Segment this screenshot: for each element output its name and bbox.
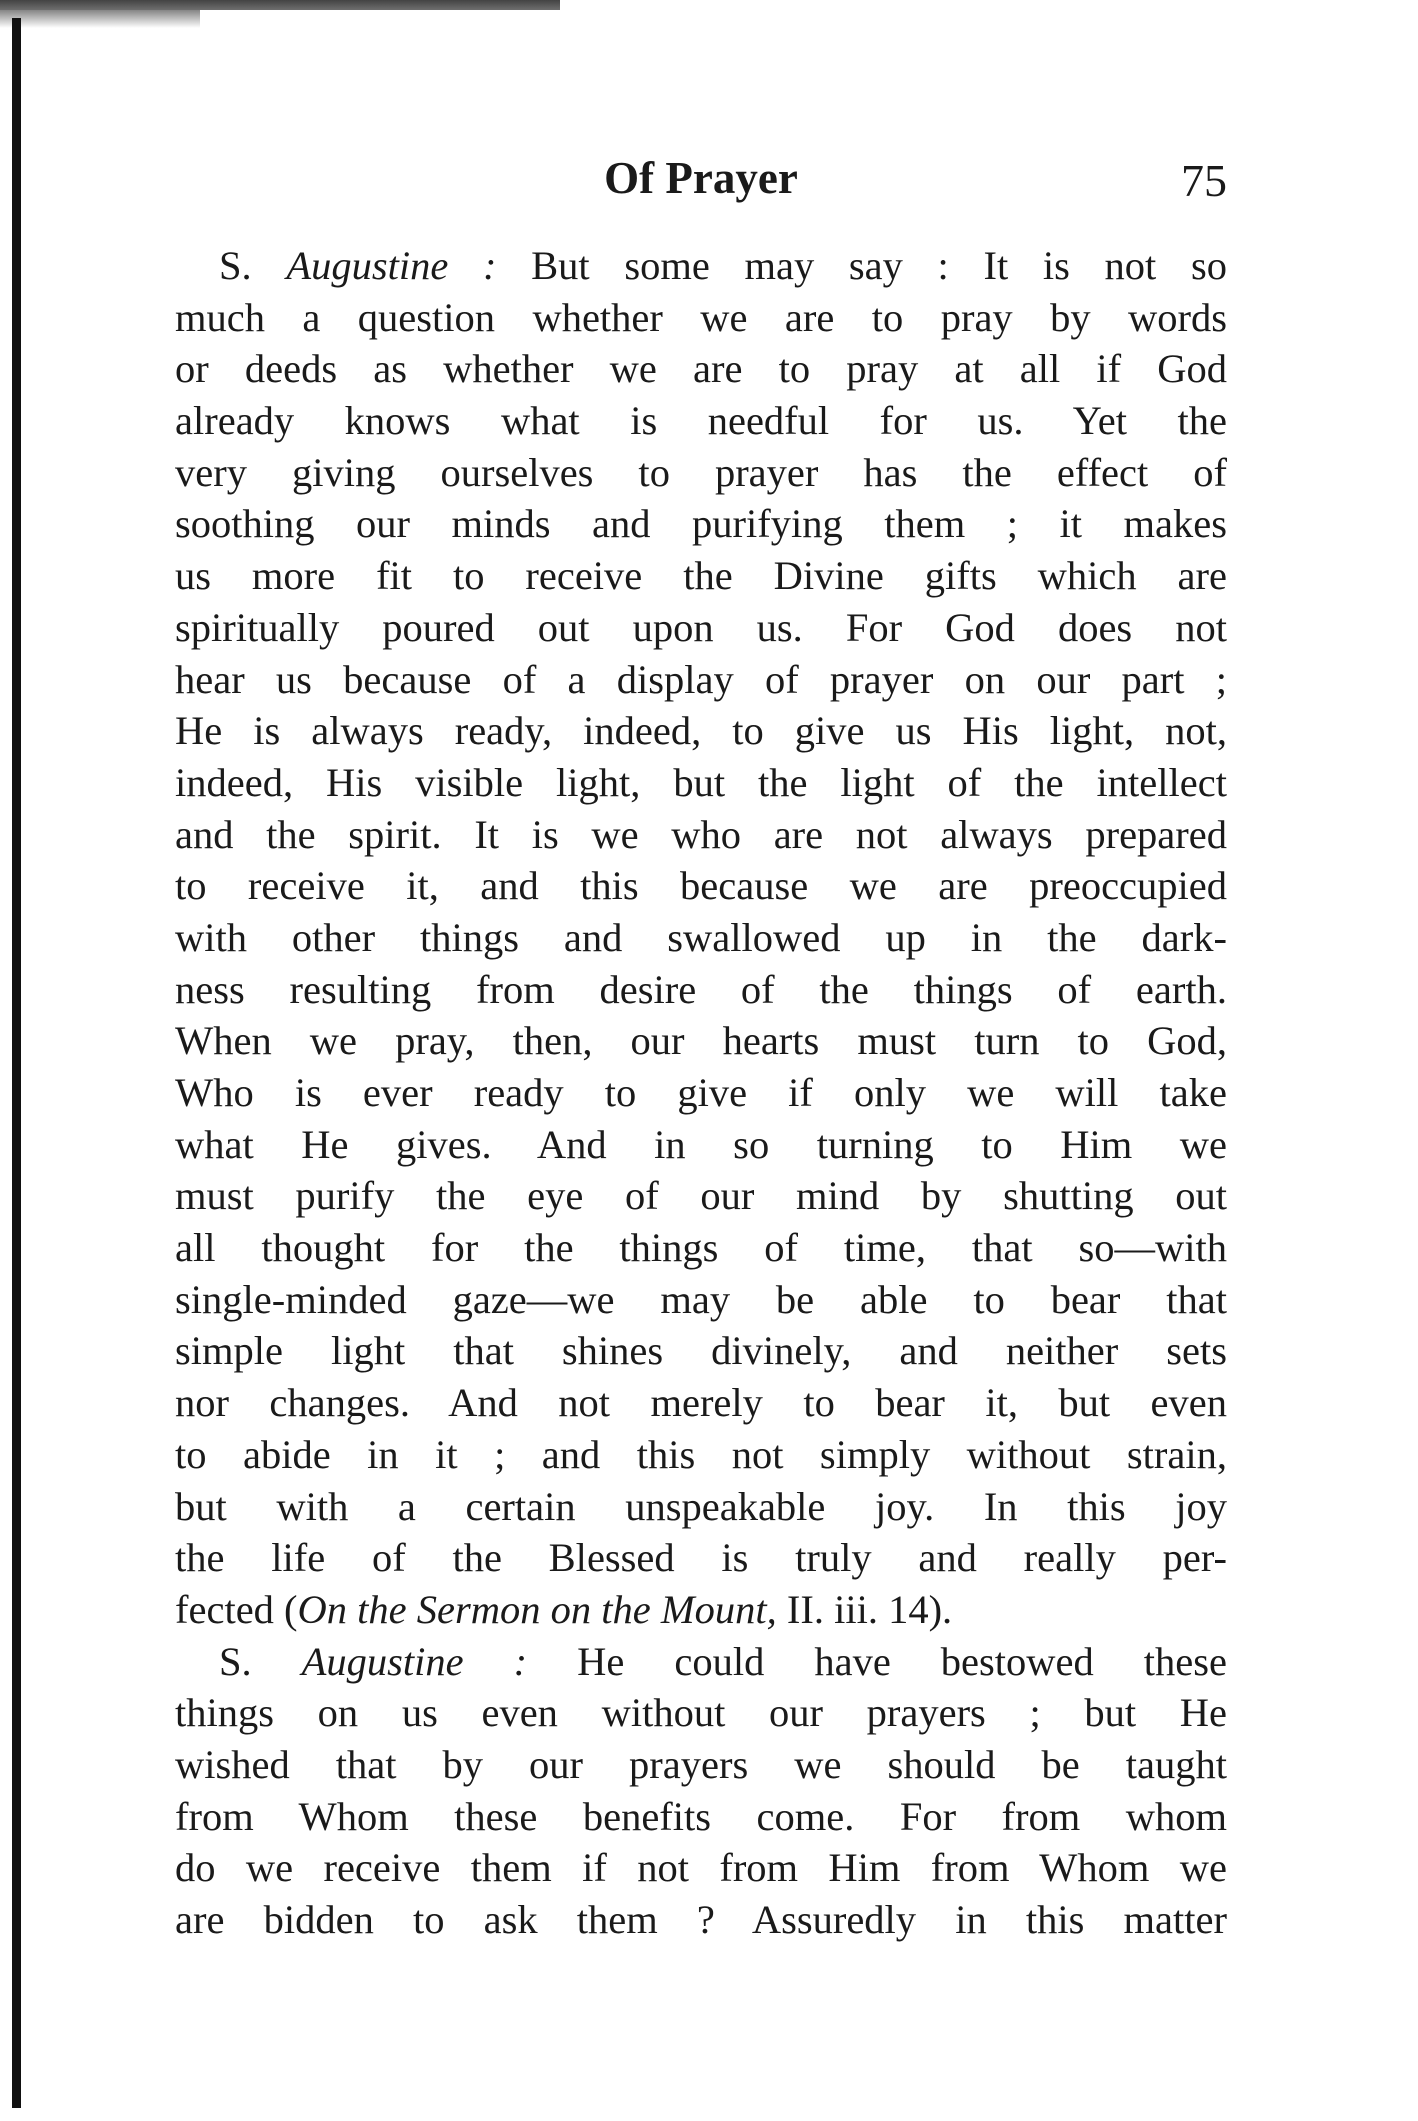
text-segment: When we pray, then, our hearts must turn to God, [175,1018,1227,1064]
text-segment: what He gives. And in so turning to Him we [175,1121,1227,1167]
text-line [175,1222,1227,1274]
text-segment: fected ( [175,1586,298,1632]
text-segment: wished that by our prayers we should be taught [175,1741,1227,1787]
text-line [175,602,1227,654]
page-header [175,152,1227,212]
scan-edge-left [12,18,21,2108]
text-segment: very giving ourselves to prayer has the effect of [175,449,1227,495]
text-segment: are bidden to ask them ? Assuredly in this matter [175,1897,1227,1942]
text-line [175,550,1227,602]
text-line [175,292,1227,344]
text-line [175,1067,1227,1119]
text-segment: things on us even without our prayers ; but He [175,1690,1227,1736]
text-segment: single-minded gaze—we may be able to bear that [175,1276,1227,1322]
text-segment: nor changes. And not merely to bear it, but even [175,1380,1227,1426]
text-line [175,1894,1227,1946]
text-line [175,343,1227,395]
text-segment: do we receive them if not from Him from Whom we [175,1845,1227,1891]
text-line [175,757,1227,809]
text-line [175,1481,1227,1533]
text-segment: ness resulting from desire of the things of earth. [175,966,1227,1012]
text-segment: much a question whether we are to pray by words [175,294,1227,340]
text-segment: hear us because of a display of prayer on our part ; [175,656,1227,702]
text-line [175,912,1227,964]
text-segment: the life of the Blessed is truly and really per- [175,1535,1227,1581]
scan-edge-shadow [0,10,200,28]
text-segment: simple light that shines divinely, and neither sets [175,1328,1227,1374]
text-segment: spiritually poured out upon us. For God does not [175,604,1227,650]
italic-text: Augustine : [286,243,497,288]
text-line [175,1842,1227,1894]
text-segment: but with a certain unspeakable joy. In this joy [175,1483,1227,1529]
text-line [175,498,1227,550]
text-segment: to abide in it ; and this not simply without strain, [175,1431,1227,1477]
text-line [175,1791,1227,1843]
text-line [175,240,1227,292]
text-segment: or deeds as whether we are to pray at all if God [175,346,1227,392]
text-line [175,1584,1227,1636]
text-segment: from Whom these benefits come. For from whom [175,1793,1227,1839]
text-line [175,1274,1227,1326]
text-line [175,1015,1227,1067]
text-segment: indeed, His visible light, but the light of the intellect [175,759,1227,805]
text-segment: Who is ever ready to give if only we will take [175,1070,1227,1115]
text-line [175,964,1227,1016]
text-segment: S. [219,243,287,288]
text-line [175,1170,1227,1222]
text-line [175,1119,1227,1171]
text-line [175,1377,1227,1429]
text-segment: He is always ready, indeed, to give us His light, not, [175,708,1227,754]
text-line [175,395,1227,447]
text-segment: already knows what is needful for us. Yet the [175,398,1227,444]
text-line [175,1636,1227,1688]
italic-text: On the Sermon on the Mount, [297,1586,777,1632]
text-line [175,705,1227,757]
text-segment: II. iii. 14). [776,1586,953,1632]
text-segment: He could have bestowed these [527,1638,1227,1684]
text-segment: S. [219,1638,302,1684]
text-segment: But some may say : It is not so [496,243,1227,288]
text-line [175,447,1227,499]
text-line [175,1429,1227,1481]
text-line [175,1739,1227,1791]
page-number: 75 [1181,155,1227,206]
text-segment: and the spirit. It is we who are not always prepared [175,811,1227,857]
running-title: Of Prayer [604,153,798,203]
text-segment: with other things and swallowed up in the dark- [175,914,1227,960]
italic-text: Augustine : [301,1638,528,1684]
text-segment: must purify the eye of our mind by shutting out [175,1173,1227,1219]
text-line [175,1532,1227,1584]
text-line [175,1325,1227,1377]
text-line [175,654,1227,706]
text-line [175,860,1227,912]
text-segment: soothing our minds and purifying them ; it makes [175,501,1227,547]
text-segment: us more fit to receive the Divine gifts which are [175,553,1227,599]
body-text [175,240,1227,1946]
scan-edge-top [0,0,560,10]
text-segment: to receive it, and this because we are preoccupied [175,863,1227,909]
text-line [175,1687,1227,1739]
text-line [175,809,1227,861]
text-segment: all thought for the things of time, that so—with [175,1225,1227,1271]
